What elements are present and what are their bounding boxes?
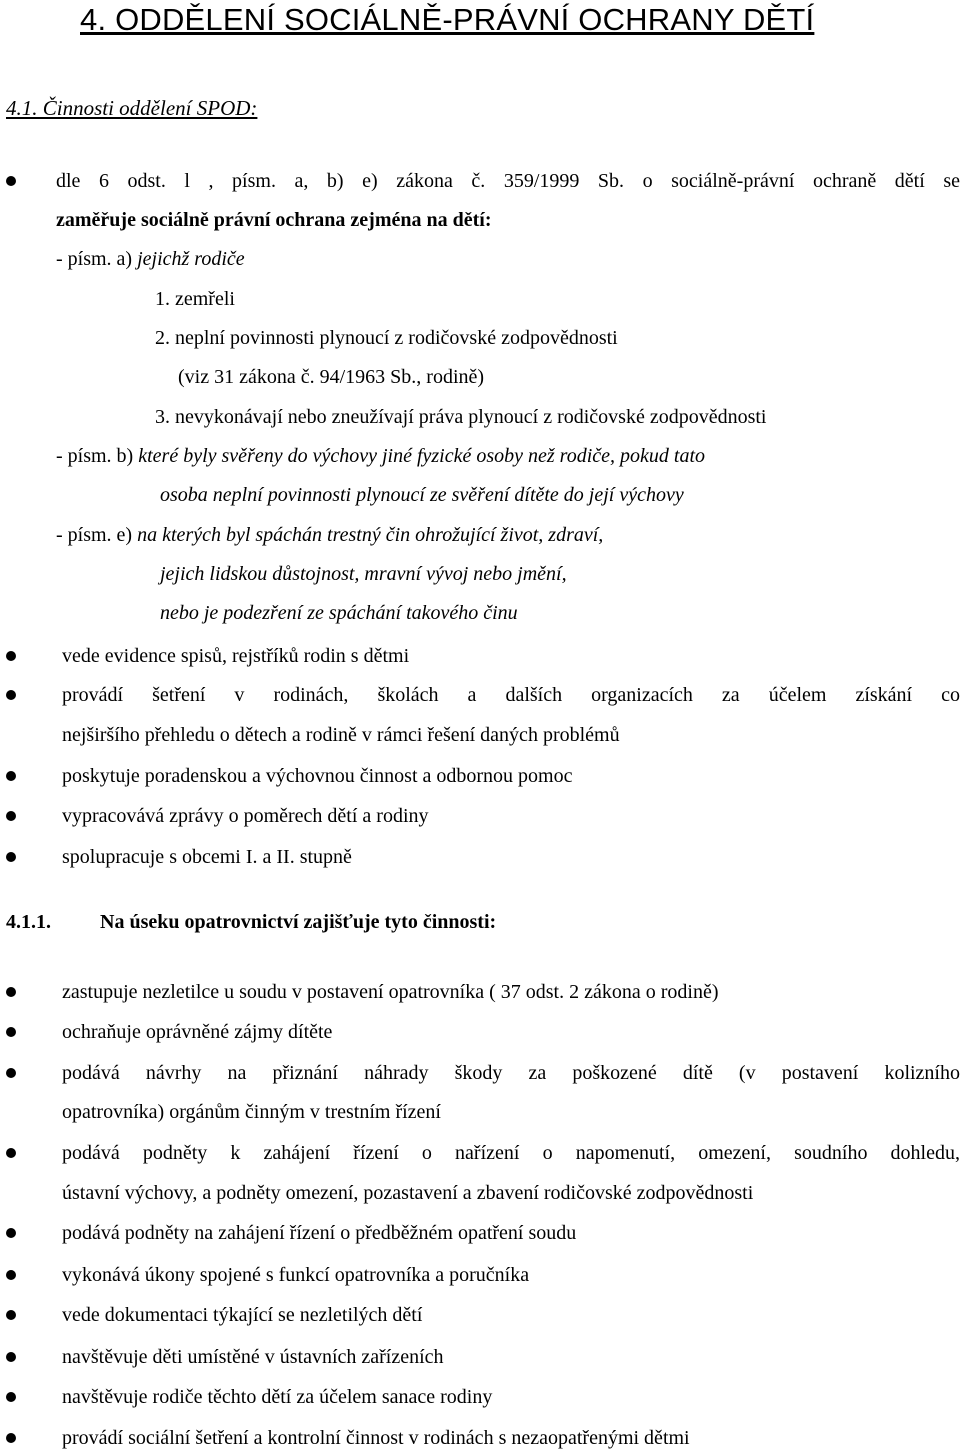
bullet-icon — [6, 651, 16, 661]
list2-item-8: navštěvuje děti umístěné v ústavních zařízeních — [62, 1346, 444, 1368]
list1-item-1: vede evidence spisů, rejstříků rodin s dětmi — [62, 645, 410, 667]
letter-e-prefix: - písm. e) — [56, 524, 133, 546]
letter-e-text-2: jejich lidskou důstojnost, mravní vývoj nebo jmění, — [160, 563, 567, 585]
bullet-icon — [6, 1148, 16, 1158]
list2-item-10: provádí sociální šetření a kontrolní činnost v rodinách s nezaopatřenými dětmi — [62, 1427, 690, 1449]
subsection-number: 4.1.1. — [6, 911, 51, 933]
a-item-2: 2. neplní povinnosti plynoucí z rodičovské zodpovědnosti — [155, 327, 618, 349]
list2-item-5: podává podněty na zahájení řízení o předběžném opatření soudu — [62, 1222, 577, 1244]
bullet-icon — [6, 1392, 16, 1402]
section-heading: 4.1. Činnosti oddělení SPOD: — [6, 96, 258, 120]
bullet-icon — [6, 811, 16, 821]
list1-item-2-cont: nejširšího přehledu o dětech a rodině v rámci řešení daných problémů — [62, 724, 620, 746]
letter-b-text-2: osoba neplní povinnosti plynoucí ze svěření dítěte do její výchovy — [160, 484, 684, 506]
a-item-2-note: (viz 31 zákona č. 94/1963 Sb., rodině) — [178, 366, 485, 388]
letter-a-prefix: - písm. a) — [56, 248, 133, 270]
bullet-icon — [6, 1228, 16, 1238]
list1-item-4: vypracovává zprávy o poměrech dětí a rodiny — [62, 805, 429, 827]
bullet-icon — [6, 690, 16, 700]
letter-b-prefix: - písm. b) — [56, 445, 134, 467]
letter-a-text: jejichž rodiče — [137, 248, 245, 270]
bullet-icon — [6, 176, 16, 186]
intro-line-2: zaměřuje sociálně právní ochrana zejména na dětí: — [56, 209, 492, 231]
list2-item-7: vede dokumentaci týkající se nezletilých dětí — [62, 1304, 423, 1326]
bullet-icon — [6, 771, 16, 781]
bullet-icon — [6, 1270, 16, 1280]
a-item-3: 3. nevykonávají nebo zneužívají práva plynoucí z rodičovské zodpovědnosti — [155, 406, 767, 428]
list2-item-3-cont: opatrovníka) orgánům činným v trestním řízení — [62, 1101, 441, 1123]
list2-item-2: ochraňuje oprávněné zájmy dítěte — [62, 1021, 333, 1043]
letter-b-line — [56, 443, 705, 469]
bullet-icon — [6, 987, 16, 997]
list2-item-9: navštěvuje rodiče těchto dětí za účelem sanace rodiny — [62, 1386, 493, 1408]
subsection-title: Na úseku opatrovnictví zajišťuje tyto činnosti: — [100, 911, 497, 933]
list1-item-3: poskytuje poradenskou a výchovnou činnost a odbornou pomoc — [62, 765, 573, 787]
bullet-icon — [6, 1027, 16, 1037]
bullet-icon — [6, 1352, 16, 1362]
letter-b-text-1: které byly svěřeny do výchovy jiné fyzické osoby než rodiče, pokud tato — [138, 445, 706, 467]
intro-line-1: dle 6 odst. l , písm. a, b) e) zákona č. 359/1999 Sb. o sociálně-právní ochraně dětí se — [56, 170, 960, 192]
list1-item-2: provádí šetření v rodinách, školách a dalších organizacích za účelem získání co — [62, 684, 960, 706]
a-item-1: 1. zemřeli — [155, 288, 235, 310]
page-heading: 4. ODDĚLENÍ SOCIÁLNĚ-PRÁVNÍ OCHRANY DĚTÍ — [80, 2, 815, 37]
bullet-icon — [6, 852, 16, 862]
letter-e-line — [56, 522, 603, 548]
letter-e-text-1: na kterých byl spáchán trestný čin ohrožující život, zdraví, — [137, 524, 604, 546]
list2-item-4: podává podněty k zahájení řízení o nařízení o napomenutí, omezení, soudního dohledu, — [62, 1142, 960, 1164]
bullet-icon — [6, 1310, 16, 1320]
letter-e-text-3: nebo je podezření ze spáchání takového činu — [160, 602, 518, 624]
list2-item-1: zastupuje nezletilce u soudu v postavení opatrovníka ( 37 odst. 2 zákona o rodině) — [62, 981, 719, 1003]
list2-item-6: vykonává úkony spojené s funkcí opatrovníka a poručníka — [62, 1264, 530, 1286]
bullet-icon — [6, 1068, 16, 1078]
list2-item-3: podává návrhy na přiznání náhrady škody za poškozené dítě (v postavení kolizního — [62, 1062, 960, 1084]
letter-a-line — [56, 246, 245, 272]
list2-item-4-cont: ústavní výchovy, a podněty omezení, pozastavení a zbavení rodičovské zodpovědnosti — [62, 1182, 754, 1204]
list1-item-5: spolupracuje s obcemi I. a II. stupně — [62, 846, 352, 868]
bullet-icon — [6, 1433, 16, 1443]
